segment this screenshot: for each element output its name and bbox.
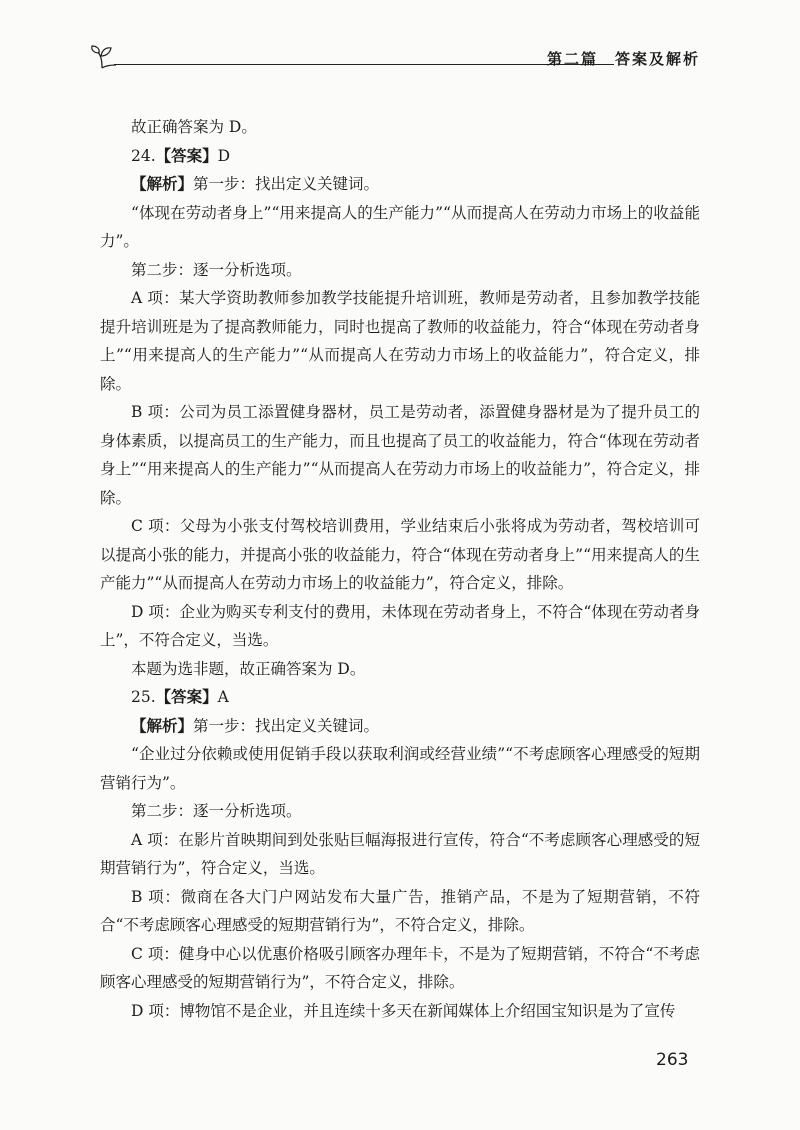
- answer-heading-25: [100, 683, 700, 712]
- analysis-step2: 第二步：逐一分析选项。: [131, 802, 302, 820]
- step-text: 第一步：找出定义关键词。: [193, 716, 380, 735]
- answer-heading-24: [100, 142, 700, 171]
- section-title: 第二篇 答案及解析: [546, 50, 700, 68]
- analysis-step2: 第二步：逐一分析选项。: [131, 260, 302, 279]
- conclusion: 本题为选非题，故正确答案为 D。: [131, 659, 366, 678]
- option-d: D 项：博物馆不是企业，并且连续十多天在新闻媒体上介绍国宝知识是为了宣传: [131, 1001, 676, 1020]
- option-a: A 项：某大学资助教师参加教学技能提升培训班，教师是劳动者，且参加教学技能提升培训班是为了提高教师能力，同时也提高了教师的收益能力，符合“体现在劳动者身上”“用来提高人的生产能力”“从而提高人在劳动力市场上的收益能力”，符合定义，排除。: [100, 289, 700, 393]
- paragraph: 故正确答案为 D。: [131, 118, 257, 136]
- answer-text: [100, 113, 700, 1025]
- answer-tag: 【答案】: [155, 146, 218, 165]
- step-text: 第一步：找出定义关键词。: [193, 175, 380, 193]
- option-c: C 项：父母为小张支付驾校培训费用，学业结束后小张将成为劳动者，驾校培训可以提高小张的能力，并提高小张的收益能力，符合“体现在劳动者身上”“用来提高人的生产能力”“从而提高人在劳动力市场上的收益能力”，符合定义，排除。: [100, 517, 700, 592]
- sprout-icon: [88, 42, 118, 72]
- answer-letter: D: [217, 146, 231, 165]
- keywords: “企业过分依赖或使用促销手段以获取利润或经营业绩”“不考虑顾客心理感受的短期营销行为”。: [100, 745, 700, 792]
- page-number: 263: [656, 1050, 689, 1070]
- header-rule: [114, 64, 614, 65]
- analysis-step1: [100, 712, 700, 741]
- question-number: 24.: [131, 146, 156, 165]
- option-d: D 项：企业为购买专利支付的费用，未体现在劳动者身上，不符合“体现在劳动者身上”，不符合定义，当选。: [100, 602, 700, 649]
- running-header: [88, 42, 708, 72]
- analysis-tag: 【解析】: [131, 716, 194, 735]
- option-b: B 项：公司为员工添置健身器材，员工是劳动者，添置健身器材是为了提升员工的身体素质，以提高员工的生产能力，而且也提高了员工的收益能力，符合“体现在劳动者身上”“用来提高人的生产能力”“从而提高人在劳动力市场上的收益能力”，符合定义，排除。: [100, 403, 700, 507]
- analysis-tag: 【解析】: [131, 175, 194, 193]
- keywords: “体现在劳动者身上”“用来提高人的生产能力”“从而提高人在劳动力市场上的收益能力”。: [100, 203, 700, 250]
- question-number: 25.: [131, 688, 156, 706]
- option-c: C 项：健身中心以优惠价格吸引顾客办理年卡，不是为了短期营销，不符合“不考虑顾客心理感受的短期营销行为”，不符合定义，排除。: [100, 944, 700, 991]
- analysis-step1: [100, 170, 700, 199]
- answer-tag: 【答案】: [155, 688, 218, 706]
- option-b: B 项：微商在各大门户网站发布大量广告，推销产品，不是为了短期营销，不符合“不考虑顾客心理感受的短期营销行为”，不符合定义，排除。: [100, 887, 700, 934]
- answer-letter: A: [217, 688, 229, 706]
- option-a: A 项：在影片首映期间到处张贴巨幅海报进行宣传，符合“不考虑顾客心理感受的短期营销行为”，符合定义，当选。: [100, 830, 700, 877]
